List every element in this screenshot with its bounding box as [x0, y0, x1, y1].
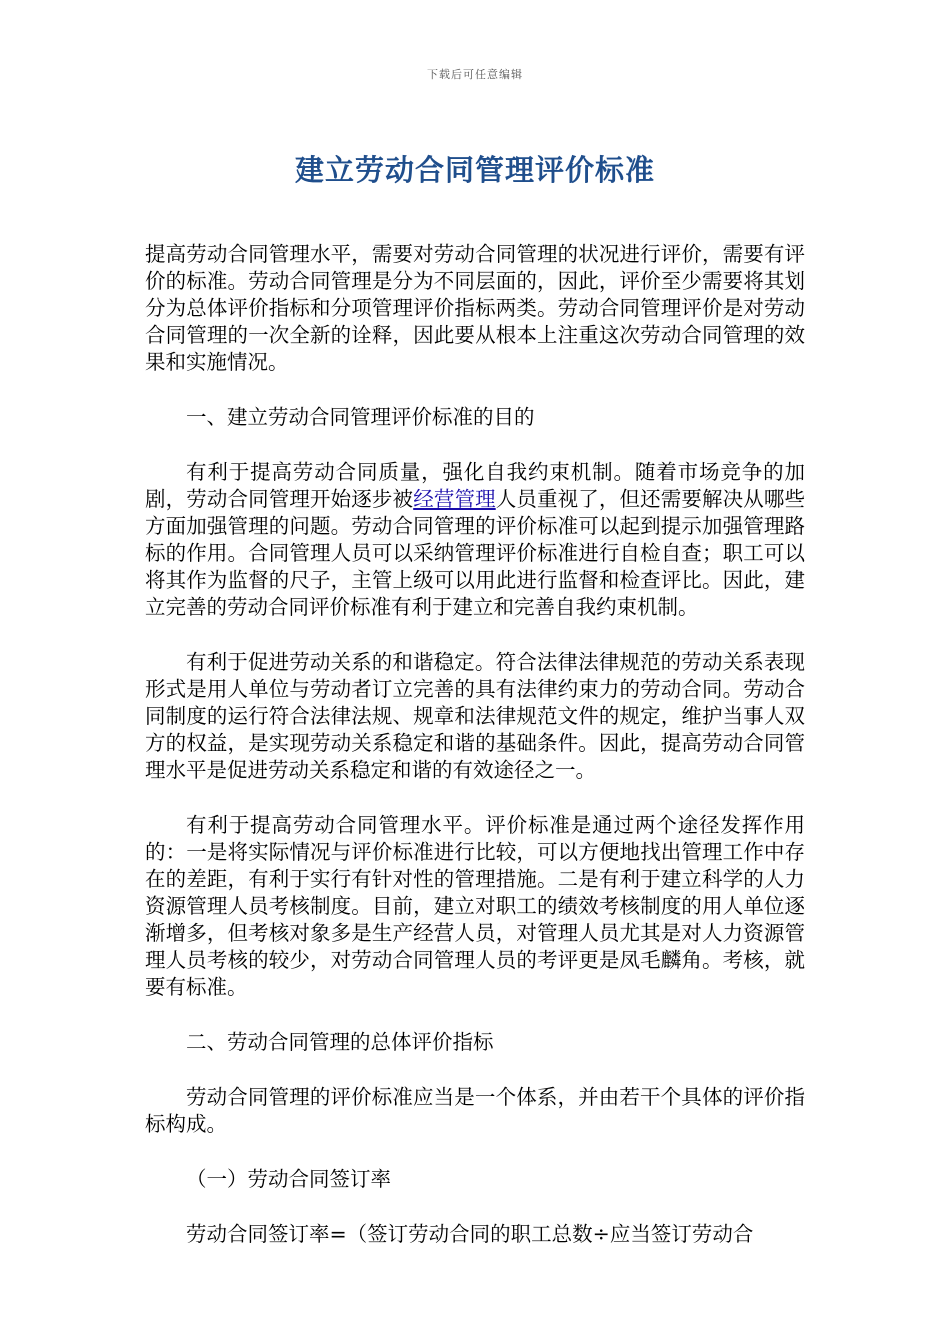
paragraph-3: 有利于提高劳动合同管理水平。评价标准是通过两个途径发挥作用的：一是将实际情况与评价标准进行比较，可以方便地找出管理工作中存在的差距，有利于实行有针对性的管理措施。二是有利于建立科学的人力资源管理人员考核制度。目前，建立对职工的绩效考核制度的用人单位逐渐增多，但考核对象多是生产经营人员，对管理人员尤其是对人力资源管理人员考核的较少，对劳动合同管理人员的考评更是凤毛麟角。考核，就要有标准。 — [145, 813, 805, 999]
intro-paragraph: 提高劳动合同管理水平，需要对劳动合同管理的状况进行评价，需要有评价的标准。劳动合同管理是分为不同层面的，因此，评价至少需要将其划分为总体评价指标和分项管理评价指标两类。劳动合同管理评价是对劳动合同管理的一次全新的诠释，因此要从根本上注重这次劳动合同管理的效果和实施情况。 — [145, 242, 805, 374]
paragraph-1-text-b: 人员重视了，但还需要解决从哪些方面加强管理的问题。劳动合同管理的评价标准可以起到提示加强管理路标的作用。合同管理人员可以采纳管理评价标准进行自检自查；职工可以将其作为监督的尺子，主管上级可以用此进行监督和检查评比。因此，建立完善的劳动合同评价标准有利于建立和完善自我约束机制。 — [145, 487, 806, 619]
subsection-1-heading: （一）劳动合同签订率 — [186, 1167, 391, 1191]
paragraph-2: 有利于促进劳动关系的和谐稳定。符合法律法律规范的劳动关系表现形式是用人单位与劳动者订立完善的具有法律约束力的劳动合同。劳动合同制度的运行符合法律法规、规章和法律规范文件的规定，维护当事人双方的权益，是实现劳动关系稳定和谐的基础条件。因此，提高劳动合同管理水平是促进劳动关系稳定和谐的有效途径之一。 — [145, 650, 805, 782]
business-management-link[interactable]: 经营管理 — [413, 487, 496, 511]
paragraph-1 — [145, 459, 805, 621]
header-note: 下载后可任意编辑 — [427, 68, 523, 81]
document-body — [145, 241, 805, 1276]
document-title: 建立劳动合同管理评价标准 — [294, 153, 655, 187]
paragraph-1-text-a: 有利于提高劳动合同质量，强化自我约束机制。随着市场竞争的加剧，劳动合同管理开始逐步被 — [145, 460, 805, 511]
section-2-heading: 二、劳动合同管理的总体评价指标 — [186, 1030, 494, 1054]
paragraph-4: 劳动合同管理的评价标准应当是一个体系，并由若干个具体的评价指标构成。 — [145, 1085, 805, 1136]
section-1-heading: 一、建立劳动合同管理评价标准的目的 — [186, 405, 535, 429]
paragraph-5: 劳动合同签订率=（签订劳动合同的职工总数÷应当签订劳动合 — [186, 1222, 754, 1246]
